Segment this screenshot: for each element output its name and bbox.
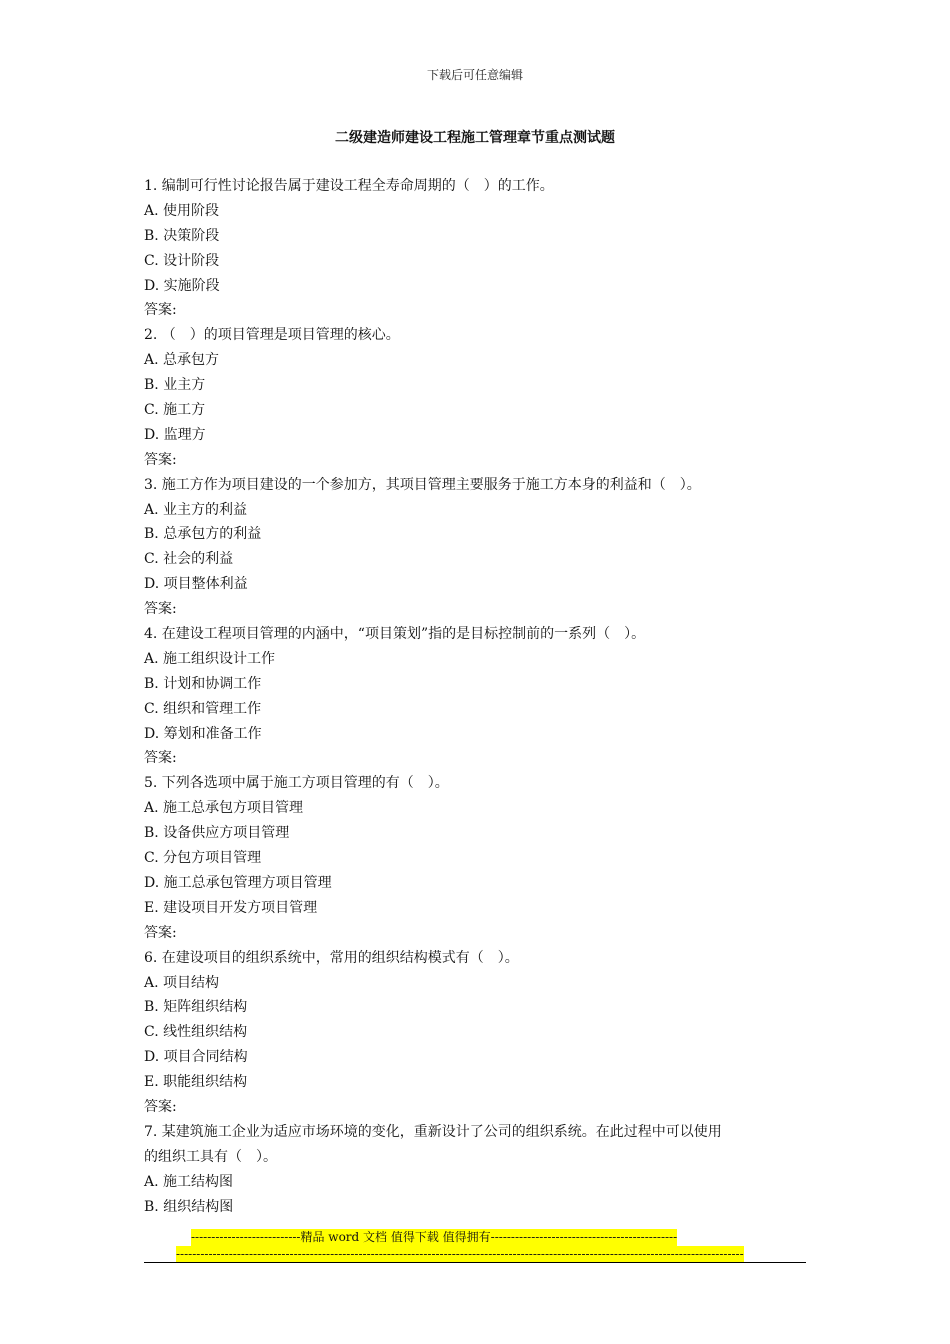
option-line: B. 矩阵组织结构 — [144, 999, 248, 1016]
option-line: C. 线性组织结构 — [144, 1024, 248, 1041]
option-line: A. 施工结构图 — [144, 1173, 234, 1190]
option-line: E. 建设项目开发方项目管理 — [144, 899, 318, 916]
option-line: A. 业主方的利益 — [144, 501, 248, 518]
document-body — [144, 174, 808, 1219]
question-7-continued: 的组织工具有（ ）。 — [144, 1148, 277, 1165]
option-line: B. 业主方 — [144, 377, 206, 394]
question-6: 6. 在建设项目的组织系统中，常用的组织结构模式有（ ）。 — [144, 949, 519, 966]
option-line: D. 实施阶段 — [144, 277, 220, 294]
option-line: C. 设计阶段 — [144, 252, 220, 269]
option-line: C. 施工方 — [144, 402, 206, 419]
option-line: E. 职能组织结构 — [144, 1074, 248, 1091]
question-2: 2. （ ）的项目管理是项目管理的核心。 — [144, 327, 400, 344]
option-line: B. 组织结构图 — [144, 1198, 234, 1215]
question-5: 5. 下列各选项中属于施工方项目管理的有（ ）。 — [144, 775, 449, 792]
option-line: D. 项目整体利益 — [144, 576, 248, 593]
answer-label: 答案: — [144, 451, 177, 468]
question-3: 3. 施工方作为项目建设的一个参加方，其项目管理主要服务于施工方本身的利益和（ ）。 — [144, 476, 701, 493]
answer-label: 答案: — [144, 924, 177, 941]
footer-banner-line-2: -------------------------------------------------------------------------------------------------------------------------------------------- — [176, 1247, 744, 1261]
footer-rule — [144, 1262, 806, 1263]
footer-banner-line-1: ---------------------------精品 word 文档 值得下载 值得拥有---------------------------------------------- — [191, 1230, 678, 1244]
option-line: A. 项目结构 — [144, 974, 220, 991]
answer-label: 答案: — [144, 1098, 177, 1115]
option-line: D. 项目合同结构 — [144, 1049, 248, 1066]
answer-label: 答案: — [144, 302, 177, 319]
option-line: C. 社会的利益 — [144, 551, 234, 568]
option-line: A. 使用阶段 — [144, 202, 220, 219]
answer-label: 答案: — [144, 601, 177, 618]
option-line: A. 施工组织设计工作 — [144, 650, 276, 667]
option-line: B. 计划和协调工作 — [144, 675, 262, 692]
option-line: D. 筹划和准备工作 — [144, 725, 262, 742]
question-7: 7. 某建筑施工企业为适应市场环境的变化，重新设计了公司的组织系统。在此过程中可以使用 — [144, 1123, 722, 1140]
question-1: 1. 编制可行性讨论报告属于建设工程全寿命周期的（ ）的工作。 — [144, 178, 554, 194]
answer-label: 答案: — [144, 750, 177, 767]
question-4: 4. 在建设工程项目管理的内涵中，“项目策划”指的是目标控制前的一系列（ ）。 — [144, 626, 646, 643]
page-header: 下载后可任意编辑 — [426, 68, 523, 82]
option-line: A. 施工总承包方项目管理 — [144, 800, 304, 817]
option-line: B. 总承包方的利益 — [144, 526, 262, 543]
option-line: C. 分包方项目管理 — [144, 850, 262, 867]
option-line: A. 总承包方 — [144, 352, 220, 369]
option-line: B. 决策阶段 — [144, 227, 220, 244]
option-line: C. 组织和管理工作 — [144, 700, 262, 717]
document-title: 二级建造师建设工程施工管理章节重点测试题 — [335, 130, 615, 146]
option-line: D. 施工总承包管理方项目管理 — [144, 874, 332, 891]
option-line: D. 监理方 — [144, 426, 206, 443]
option-line: B. 设备供应方项目管理 — [144, 825, 290, 842]
